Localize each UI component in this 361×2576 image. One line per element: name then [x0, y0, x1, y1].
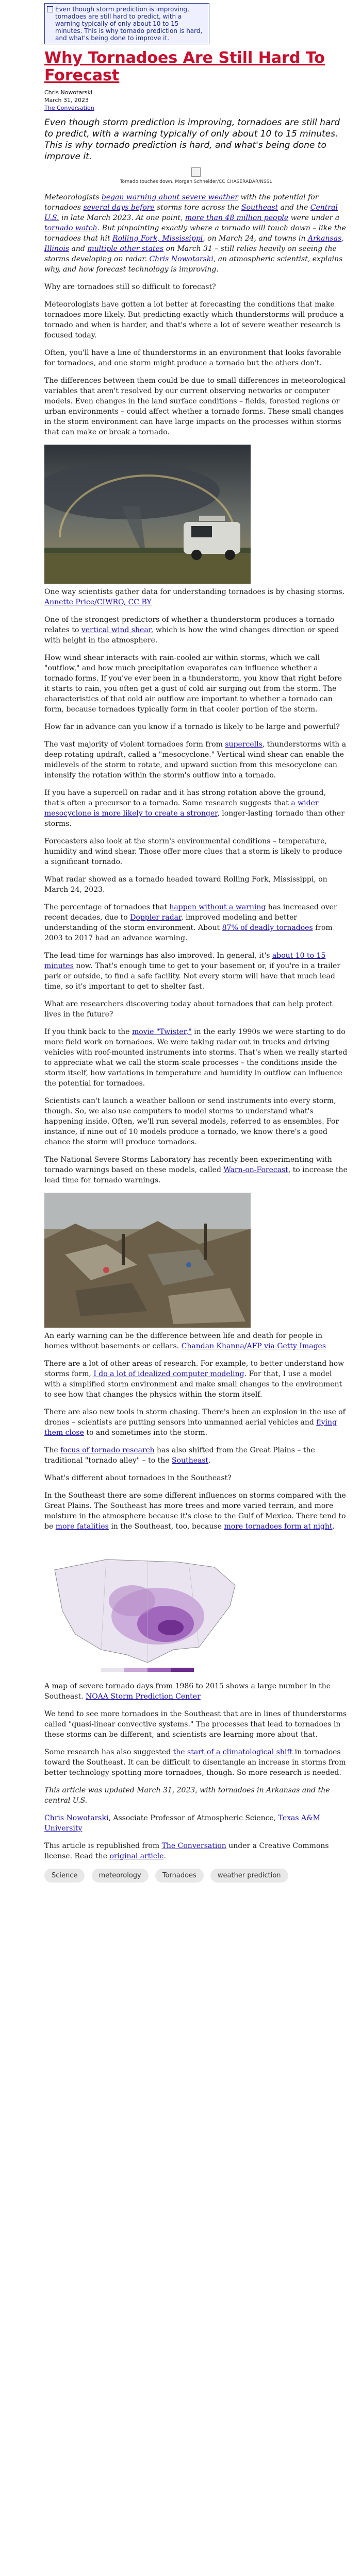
source-name: Chris Nowotarski [44, 89, 92, 96]
banner-text: Even though storm prediction is improving, tornadoes are still hard to predict, with a warning typically of only about 10 to 15 minutes. This is why tornado prediction is hard, and what's being done to improve it. [55, 6, 203, 42]
intro-paragraph: Meteorologists began warning about severe weather with the potential for tornadoes several days before storms tore across the Southeast and the Central U.S. in late March 2023. At one point, more than 48 million people were under a tornado watch. But pinpointing exactly where a tornado will touch down – like the tornadoes that hit Rolling Fork, Mississippi, on March 24, and towns in Arkansas, Illinois and multiple other states on March 31 – still relies heavily on seeing the storms developing on radar. Chris Nowotarski, an atmospheric scientist, explains why, and how forecast technology is improving. [44, 193, 346, 274]
article-meta [44, 89, 348, 112]
paragraph: Scientists can't launch a weather balloon or send instruments into every storm, though. So, we also use computers to model storms to understand what's happening inside. Often, we'll run several models, referred to as ensembles. For instance, if nine out of 10 models produce a tornado, we know there's a good chance the storm will produce tornadoes. [44, 1097, 339, 1146]
lede-image-caption: Tornado touches down. Morgan Schneider/CC CHASERADAR/NSSL [120, 179, 272, 184]
link-night-tornadoes[interactable]: more tornadoes form at night [224, 1522, 333, 1531]
link-arkansas[interactable]: Arkansas [307, 234, 342, 243]
figure-caption: One way scientists gather data for understanding tornadoes is by chasing storms. Annette Price/CIWRO, CC BY [44, 588, 345, 606]
preview-banner [44, 3, 209, 44]
link-rolling-fork[interactable]: Rolling Fork, Mississippi [112, 234, 203, 243]
link-several-days[interactable]: several days before [83, 204, 155, 212]
paragraph: The focus of tornado research has also shifted from the Great Plains – the traditional "tornado alley" – to the Southeast. [44, 1446, 315, 1465]
paragraph: The differences between them could be due to small differences in meteorological variables that aren't resolved by our current observing networks or computer models. Even changes in the land surface conditions – fields, forested regions or urban environments – could affect whether a tornado forms. These small changes in the storm environment can have large impacts on the processes within storms that can make or break a tornado. [44, 377, 346, 436]
paragraph: The vast majority of violent tornadoes form from supercells, thunderstorms with a deep rotating updraft, called a "mesocyclone." Vertical wind shear can enable the midlevels of the storm to rotate, and upward suction from this mesocyclone can intensify the rotation within the storm's outflow into a tornado. [44, 740, 347, 779]
broken-image-icon [191, 167, 201, 177]
link-doppler-radar[interactable]: Doppler radar [130, 913, 182, 922]
photo-storm-chasing [44, 445, 348, 584]
lede-image [44, 167, 348, 185]
map-credit-link[interactable]: NOAA Storm Prediction Center [86, 1692, 201, 1701]
paragraph: Often, you'll have a line of thunderstorms in an environment that looks favorable for tornadoes, and one storm might produce a tornado but the others don't. [44, 349, 341, 367]
link-warn-on-forecast[interactable]: Warn-on-Forecast [223, 1166, 288, 1174]
conversation-link[interactable]: The Conversation [161, 1842, 226, 1850]
paragraph: The National Severe Storms Laboratory has recently been experimenting with tornado warnings based on these models, called Warn-on-Forecast, to increase the lead time for tornado warnings. [44, 1156, 348, 1184]
author-bio: Chris Nowotarski, Associate Professor of Atmospheric Science, Texas A&M University [44, 1814, 320, 1833]
tag-list [44, 1869, 348, 1887]
paragraph: How wind shear interacts with rain-cooled air within storms, which we call "outflow," and how much precipitation evaporates can influence whether a tornado forms. If you've ever been in a thunderstorm, you know that right before it starts to rain, you often get a gust of cold air surging out from the storm. The characteristics of that cold air outflow are important to whether a tornado can form, because tornadoes typically form in that cooler portion of the storm. [44, 654, 342, 714]
paragraph: Meteorologists have gotten a lot better at forecasting the conditions that make tornadoes more likely. But predicting exactly which thunderstorms will produce a tornado and when is harder, and that's where a lot of severe weather research is focused today. [44, 300, 344, 340]
link-tornado-watch[interactable]: tornado watch [44, 224, 97, 232]
link-author[interactable]: Chris Nowotarski [149, 255, 214, 263]
link-severe-weather[interactable]: began warning about severe weather [101, 193, 238, 201]
link-deadly-tornadoes[interactable]: 87% of deadly tornadoes [222, 924, 313, 932]
paragraph: In the Southeast there are some different influences on storms compared with the Great Plains. The Southeast has more trees and more varied terrain, and more moisture in the atmosphere because it's close to the Gulf of Mexico. There tend to be more fatalities in the Southeast, too, because more tornadoes form at night. [44, 1492, 346, 1531]
link-other-states[interactable]: multiple other states [87, 245, 164, 253]
article [44, 49, 348, 1887]
link-twister[interactable]: movie "Twister," [132, 1028, 192, 1036]
article-title-link[interactable]: Why Tornadoes Are Still Hard To Forecast [44, 49, 325, 84]
paragraph: One of the strongest predictors of whether a thunderstorm produces a tornado relates to vertical wind shear, which is how the wind changes direction or speed with height in the atmosphere. [44, 616, 339, 645]
paragraph: Forecasters also look at the storm's environmental conditions – temperature, humidity and wind shear. Those offer more clues that a storm is likely to produce a significant tornado. [44, 837, 342, 866]
link-southeast[interactable]: Southeast [241, 204, 278, 212]
question-heading: How far in advance can you know if a tornado is likely to be large and powerful? [44, 723, 340, 731]
link-fatalities[interactable]: more fatalities [55, 1522, 109, 1531]
tag-chip[interactable]: Tornadoes [155, 1869, 204, 1883]
figure-caption: A map of severe tornado days from 1986 to 2015 shows a large number in the Southeast. NOAA Storm Prediction Center [44, 1682, 331, 1701]
link-flying-close[interactable]: flying them close [44, 1418, 337, 1437]
paragraph: The lead time for warnings has also improved. In general, it's about 10 to 15 minutes now. That's enough time to get to your basement or, if you're in a trailer park or outside, to find a safe facility. Not every storm will have that much lead time, so it's important to get to shelter fast. [44, 952, 340, 991]
link-idealized-modeling[interactable]: I do a lot of idealized computer modeling [93, 1370, 244, 1378]
link-illinois[interactable]: Illinois [44, 245, 70, 253]
photo-credit-link[interactable]: Annette Price/CIWRO, CC BY [44, 598, 152, 606]
link-supercells[interactable]: supercells [225, 740, 262, 749]
photo-credit-link[interactable]: Chandan Khanna/AFP via Getty Images [181, 1342, 326, 1350]
paragraph: If you have a supercell on radar and it has strong rotation above the ground, that's often a precursor to a tornado. Some research suggests that a wider mesocyclone is more likely to create a stronger, longer-lasting tornado than other storms. [44, 789, 344, 828]
paragraph: What radar showed as a tornado headed toward Rolling Fork, Mississippi, on March 24, 2023. [44, 875, 327, 894]
link-mesocyclone-research[interactable]: a wider mesocyclone is more likely to create a stronger [44, 799, 319, 818]
paragraph: Some research has also suggested the start of a climatological shift in tornadoes toward the Southeast. It can be difficult to disentangle an increase in storms from better technology spotting more tornadoes, though. So more research is needed. [44, 1748, 346, 1777]
storm-chasing-photo [44, 445, 251, 584]
original-article-link[interactable]: original article [109, 1852, 164, 1860]
figure-caption: An early warning can be the difference between life and death for people in homes without basements or cellars. Chandan Khanna/AFP via Getty Images [44, 1332, 326, 1350]
question-heading: Why are tornadoes still so difficult to forecast? [44, 283, 216, 291]
lede: Even though storm prediction is improving, tornadoes are still hard to predict, with a warning typically of only about 10 to 15 minutes. This is why tornado prediction is hard, and what's being done to improve it. [44, 117, 340, 162]
paragraph: There are a lot of other areas of research. For example, to better understand how storms form, I do a lot of idealized computer modeling. For that, I use a model with a simplified storm environment and make small changes to the environment to see how that changes the physics within the storm itself. [44, 1360, 344, 1399]
link-climatological-shift[interactable]: the start of a climatological shift [173, 1748, 293, 1756]
institution-link[interactable]: Texas A&M University [44, 1814, 320, 1833]
republish-note: This article is republished from The Conversation under a Creative Commons license. Read the original article. [44, 1842, 329, 1860]
author-link[interactable]: Chris Nowotarski [44, 1814, 109, 1822]
link-without-warning[interactable]: happen without a warning [169, 903, 266, 911]
question-heading: What's different about tornadoes in the Southeast? [44, 1474, 232, 1482]
link-lead-time[interactable]: about 10 to 15 minutes [44, 952, 326, 970]
tornado-damage-photo [44, 1193, 251, 1328]
paragraph: We tend to see more tornadoes in the Southeast that are in lines of thunderstorms called "quasi-linear convective systems." The processes that lead to tornadoes in these storms can be different, and scientists are learning more about that. [44, 1710, 347, 1739]
tag-chip[interactable]: meteorology [92, 1869, 149, 1883]
link-southeast-research[interactable]: Southeast [172, 1456, 209, 1465]
question-heading: What are researchers discovering today about tornadoes that can help protect lives in the future? [44, 1000, 333, 1019]
paragraph: There are also new tools in storm chasing. There's been an explosion in the use of drones – scientists are putting sensors into unmanned aerial vehicles and flying them close to and sometimes into the storm. [44, 1408, 346, 1437]
paragraph: If you think back to the movie "Twister," in the early 1990s we were starting to do more field work on tornadoes. We were taking radar out in trucks and driving vehicles with roof-mounted instruments into storms. That's when we really started to appreciate what we call the storm-scale processes – the conditions inside the storm itself, how variations in temperature and humidity in outflow can influence the potential for tornadoes. [44, 1028, 348, 1088]
link-48-million[interactable]: more than 48 million people [185, 214, 289, 222]
update-note: This article was updated March 31, 2023, with tornadoes in Arkansas and the central U.S. [44, 1786, 330, 1805]
link-central-us[interactable]: Central U.S. [44, 204, 338, 222]
map-tornado-days [44, 1539, 348, 1678]
publisher-link[interactable]: The Conversation [44, 105, 94, 111]
tag-chip[interactable]: weather prediction [210, 1869, 288, 1883]
tag-chip[interactable]: Science [44, 1869, 85, 1883]
tornado-days-map [44, 1539, 251, 1678]
paragraph: The percentage of tornadoes that happen without a warning has increased over recent decades, due to Doppler radar, improved modeling and better understanding of the storm environment. About 87% of deadly tornadoes from 2003 to 2017 had an advance warning. [44, 903, 337, 942]
link-wind-shear[interactable]: vertical wind shear [81, 626, 151, 634]
broken-image-icon [47, 6, 53, 12]
publish-date: March 31, 2023 [44, 97, 89, 104]
link-research-focus[interactable]: focus of tornado research [60, 1446, 155, 1454]
photo-damage [44, 1193, 348, 1328]
